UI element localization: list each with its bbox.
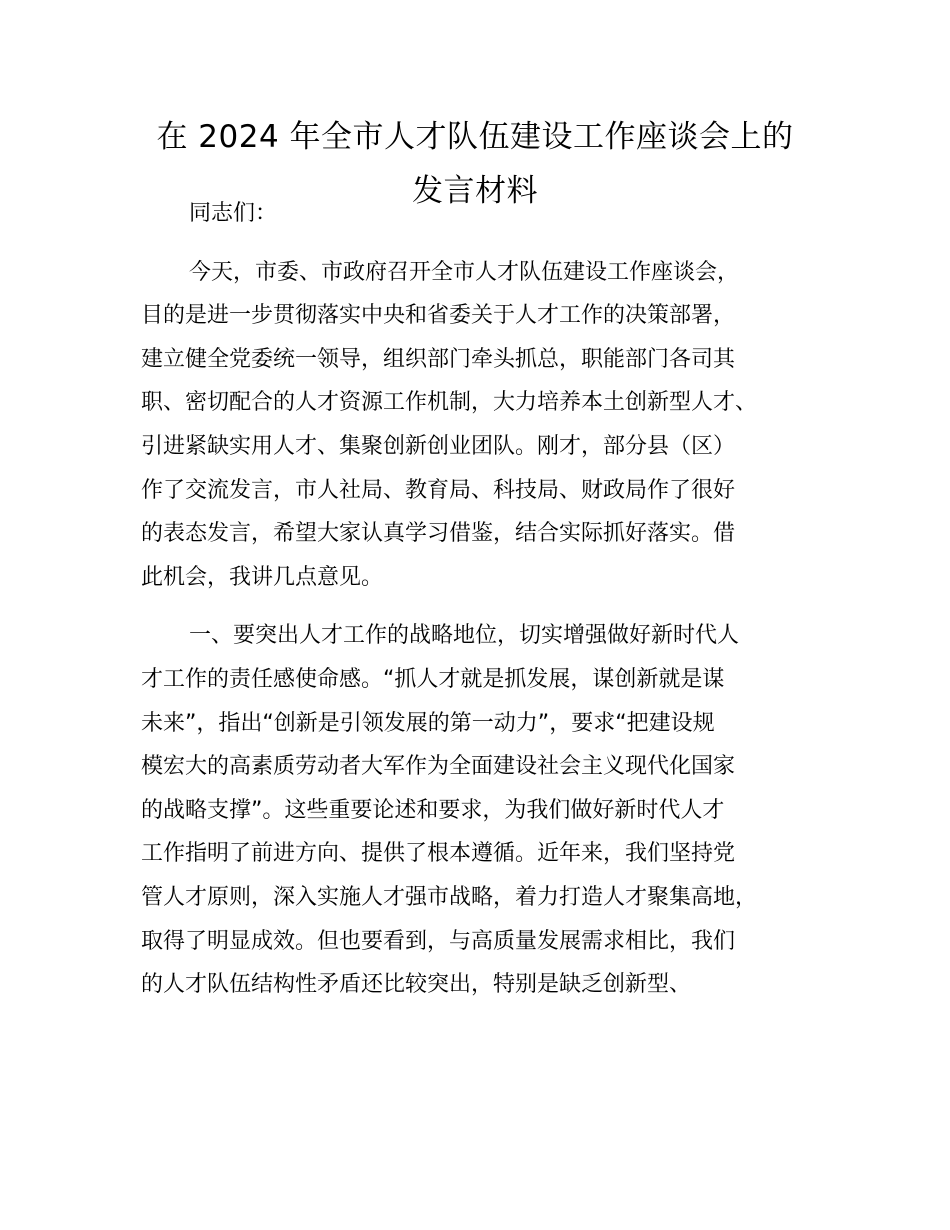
- paragraph-line: 建立健全党委统一领导，组织部门牵头抓总，职能部门各司其: [141, 346, 736, 372]
- document-body: [141, 192, 831, 1007]
- paragraph-line: 模宏大的高素质劳动者大军作为全面建设社会主义现代化国家: [141, 754, 736, 780]
- salutation: 同志们：: [189, 201, 278, 226]
- paragraph-line: 的表态发言，希望大家认真学习借鉴，结合实际抓好落实。借: [141, 521, 736, 547]
- paragraph-gap: [141, 599, 831, 614]
- paragraph-line: 目的是进一步贯彻落实中央和省委关于人才工作的决策部署，: [141, 303, 736, 329]
- paragraph-line: 此机会，我讲几点意见。: [141, 564, 384, 590]
- paragraph-line: 工作指明了前进方向、提供了根本遵循。近年来，我们坚持党: [141, 841, 736, 867]
- paragraph-line: 才工作的责任感使命感。“抓人才就是抓发展，谋创新就是谋: [141, 666, 725, 692]
- paragraph-line: 一、要突出人才工作的战略地位，切实增强做好新时代人: [189, 623, 740, 649]
- paragraph-line: 的战略支撑”。这些重要论述和要求，为我们做好新时代人才: [141, 797, 725, 823]
- paragraph-line: 未来”，指出“创新是引领发展的第一动力”，要求“把建设规: [141, 710, 715, 736]
- paragraph-line: 管人才原则，深入实施人才强市战略，着力打造人才聚集高地，: [141, 884, 758, 910]
- paragraph-line: 今天，市委、市政府召开全市人才队伍建设工作座谈会，: [189, 259, 740, 285]
- title-line-2: 发言材料: [412, 173, 538, 209]
- paragraph-line: 引进紧缺实用人才、集聚创新创业团队。刚才，部分县（区）: [141, 433, 736, 459]
- paragraph-line: 取得了明显成效。但也要看到，与高质量发展需求相比，我们: [141, 928, 736, 954]
- paragraph-line: 作了交流发言，市人社局、教育局、科技局、财政局作了很好: [141, 477, 736, 503]
- paragraph-1: [141, 251, 831, 600]
- title-line-1: 在 2024 年全市人才队伍建设工作座谈会上的: [156, 119, 794, 155]
- paragraph-line: 职、密切配合的人才资源工作机制，大力培养本土创新型人才、: [141, 390, 758, 416]
- paragraph-line: 的人才队伍结构性矛盾还比较突出，特别是缺乏创新型、: [141, 972, 692, 998]
- paragraph-gap: [141, 236, 831, 251]
- paragraph-2: [141, 614, 831, 1006]
